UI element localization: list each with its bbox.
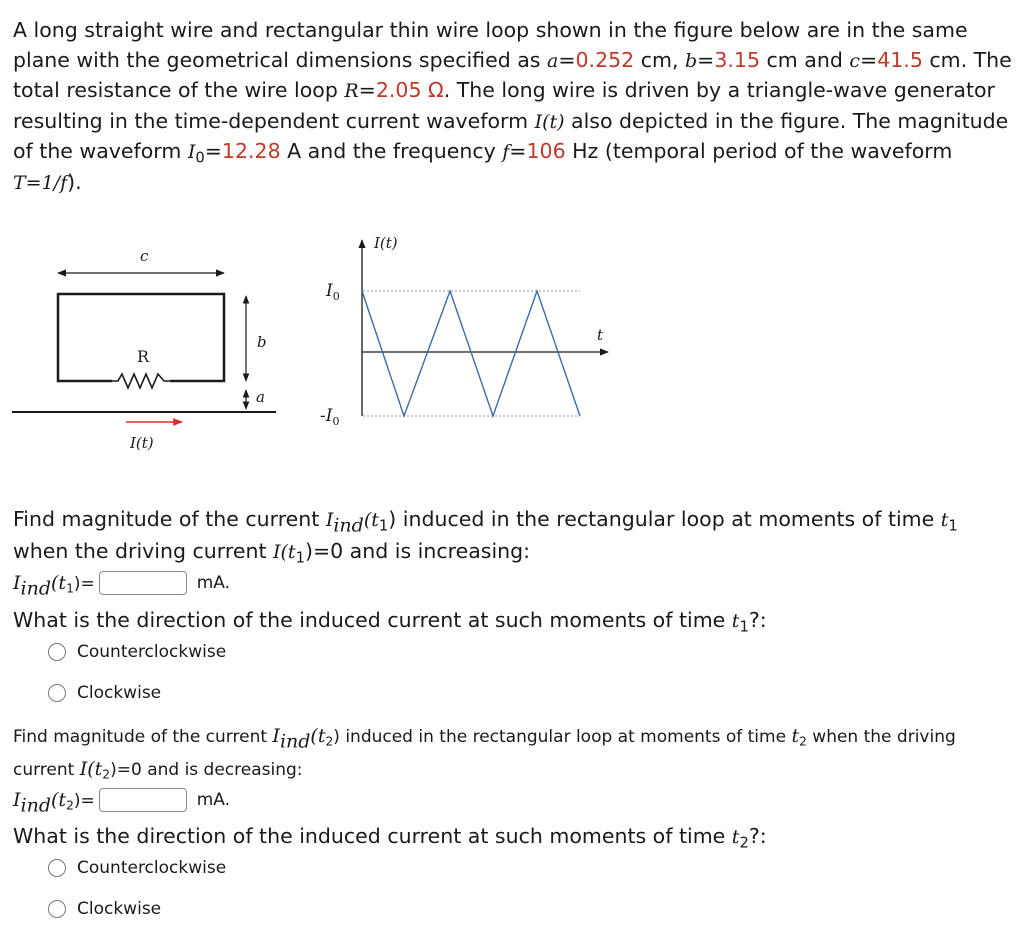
period-expression: T=1/f [13,171,68,194]
time-symbol: t [791,725,800,747]
induced-current-symbol: I [13,572,21,594]
question-1-text [13,504,1003,568]
t1-subscript: 1 [66,581,74,596]
problem-statement [13,16,1013,198]
label-close: )= [73,791,95,811]
statement-text: also depicted in the figure. The magnitude of the waveform [13,108,1009,163]
t1-subscript: 1 [948,517,958,535]
current-waveform-symbol: I(t) [534,110,565,133]
I0-symbol: I [187,141,196,163]
equals-sign: = [860,47,878,72]
driving-current-symbol: I(t [273,541,296,563]
negI0-level-label: $-I_0$ [320,406,340,428]
ohm-symbol: Ω [428,78,444,102]
statement-text: ). [67,169,82,194]
direction-question-1 [13,605,1003,637]
question-text: ?: [748,608,767,632]
problem-figure [0,226,640,472]
question-text: when the driving current [13,727,956,780]
c-label: c [140,247,149,265]
radio-button[interactable] [48,859,66,877]
f-value: 106 [526,139,566,163]
time-symbol: (t [310,725,326,747]
time-symbol: t [940,509,949,531]
radio-clockwise-1[interactable] [48,682,161,704]
answer-input-2[interactable] [99,788,187,812]
label-close: )= [73,574,95,594]
rectangular-loop [58,294,224,381]
b-value: 3.15 [714,47,761,72]
question-text: )=0 and is decreasing: [110,760,303,780]
triangle-waveform [362,291,580,416]
equals-sign: = [358,78,376,102]
a-value: 0.252 [575,47,635,72]
a-label: a [256,388,265,406]
ind-subscript: ind [20,794,51,817]
I0-value: 12.28 [221,139,281,163]
ind-subscript: ind [20,577,51,600]
I0-subscript: 0 [195,149,205,167]
radio-button[interactable] [48,643,66,661]
R-symbol: R [344,80,359,102]
question-text: )=0 and is increasing: [304,539,531,563]
question-text: ) induced in the rectangular loop at moments of time [333,727,792,747]
driving-current-symbol: I(t [79,758,103,780]
answer-label-1 [13,572,95,600]
I0-level-label: $I_0$ [326,281,340,303]
time-symbol: t [731,610,740,632]
t1-subscript: 1 [739,618,749,636]
equals-sign: = [697,47,715,72]
radio-clockwise-2[interactable] [48,898,161,920]
current-label: I(t) [130,434,154,452]
statement-text: cm and [760,47,850,72]
question-text: Find magnitude of the current [13,507,326,531]
unit-label: mA. [196,573,231,593]
t2-subscript: 2 [66,798,74,813]
waveform-y-axis-label: I(t) [374,234,398,252]
t1-subscript: 1 [295,549,305,567]
question-text: ) induced in the rectangular loop at moments of time [388,507,941,531]
c-value: 41.5 [877,47,923,72]
question-text: Find magnitude of the current [13,727,273,747]
time-symbol: (t [363,509,379,531]
t2-subscript: 2 [739,834,749,852]
statement-text: cm. The total resistance of the wire loop [13,47,1012,102]
induced-current-symbol: I [13,789,21,811]
ind-subscript: ind [279,730,311,753]
t2-subscript: 2 [102,767,111,782]
statement-text: A long straight wire and rectangular thin wire loop shown in the figure below are in the same plane with the geometrical dimensions specified as [13,18,968,72]
equals-sign: = [509,139,527,163]
question-text: ?: [748,824,767,848]
question-text: What is the direction of the induced current at such moments of time [13,608,732,632]
radio-counterclockwise-2[interactable] [48,857,226,879]
statement-text: . The long wire is driven by a triangle-wave generator resulting in the time-dependent current waveform [13,78,995,133]
answer-row-2 [13,788,231,817]
c-symbol: c [849,49,861,72]
b-symbol: b [685,49,698,72]
equals-sign: = [558,47,576,72]
t2-subscript: 2 [799,734,807,749]
answer-label-2 [13,789,95,817]
radio-button[interactable] [48,684,66,702]
resistor-zigzag [112,374,170,388]
equals-sign: = [204,139,222,163]
time-symbol: t [731,826,740,848]
radio-label: Clockwise [77,899,162,919]
radio-button[interactable] [48,900,66,918]
time-symbol: (t [51,789,67,811]
induced-current-symbol: I [272,725,280,747]
a-symbol: a [547,49,559,72]
radio-label: Counterclockwise [77,858,227,878]
time-symbol: (t [51,572,67,594]
answer-row-1 [13,571,231,600]
answer-input-1[interactable] [99,571,187,595]
R-value: 2.05 [375,78,422,102]
radio-counterclockwise-1[interactable] [48,641,226,663]
question-text: when the driving current [13,539,273,563]
t-axis-label: t [597,326,604,344]
question-text: What is the direction of the induced current at such moments of time [13,824,732,848]
t2-subscript: 2 [325,734,334,749]
statement-text: cm, [634,47,685,72]
unit-label: mA. [196,790,231,810]
statement-text: Hz (temporal period of the waveform [565,139,953,163]
ind-subscript: ind [333,514,364,537]
induced-current-symbol: I [325,509,334,531]
statement-text: A and the frequency [280,139,503,163]
question-2-text [13,720,1003,786]
t1-subscript: 1 [378,517,389,535]
direction-question-2 [13,821,1003,853]
b-label: b [257,333,267,351]
resistor-label: R [137,347,150,366]
radio-label: Clockwise [77,683,162,703]
radio-label: Counterclockwise [77,642,227,662]
f-symbol: f [502,141,510,163]
